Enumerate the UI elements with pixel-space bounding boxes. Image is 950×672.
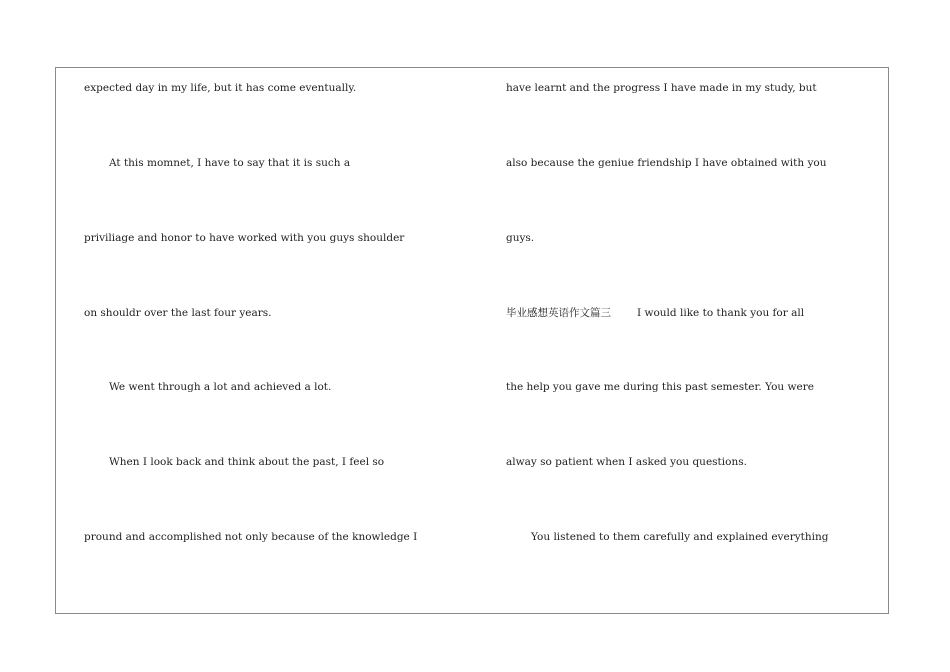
text-line: When I look back and think about the past, I feel so	[109, 456, 385, 468]
text-line: You listened to them carefully and explained everything	[531, 531, 829, 543]
text-line: priviliage and honor to have worked with you guys shoulder	[84, 232, 405, 244]
text-line: the help you gave me during this past semester. You were	[506, 381, 814, 393]
text-line: We went through a lot and achieved a lot.	[109, 381, 332, 393]
text-line: At this momnet, I have to say that it is such a	[109, 157, 351, 169]
page-frame	[55, 67, 889, 614]
text-line: also because the geniue friendship I have obtained with you	[506, 157, 827, 169]
text-line: pround and accomplished not only because of the knowledge I	[84, 531, 418, 543]
text-fragment: I would like to thank you for all	[637, 307, 805, 319]
text-line: on shouldr over the last four years.	[84, 307, 272, 319]
text-line: expected day in my life, but it has come eventually.	[84, 82, 357, 94]
section-heading: 毕业感想英语作文篇三	[506, 307, 611, 319]
text-line: guys.	[506, 232, 535, 244]
text-line: alway so patient when I asked you questions.	[506, 456, 747, 468]
text-line: have learnt and the progress I have made in my study, but	[506, 82, 817, 94]
text-line-with-heading	[506, 306, 804, 320]
